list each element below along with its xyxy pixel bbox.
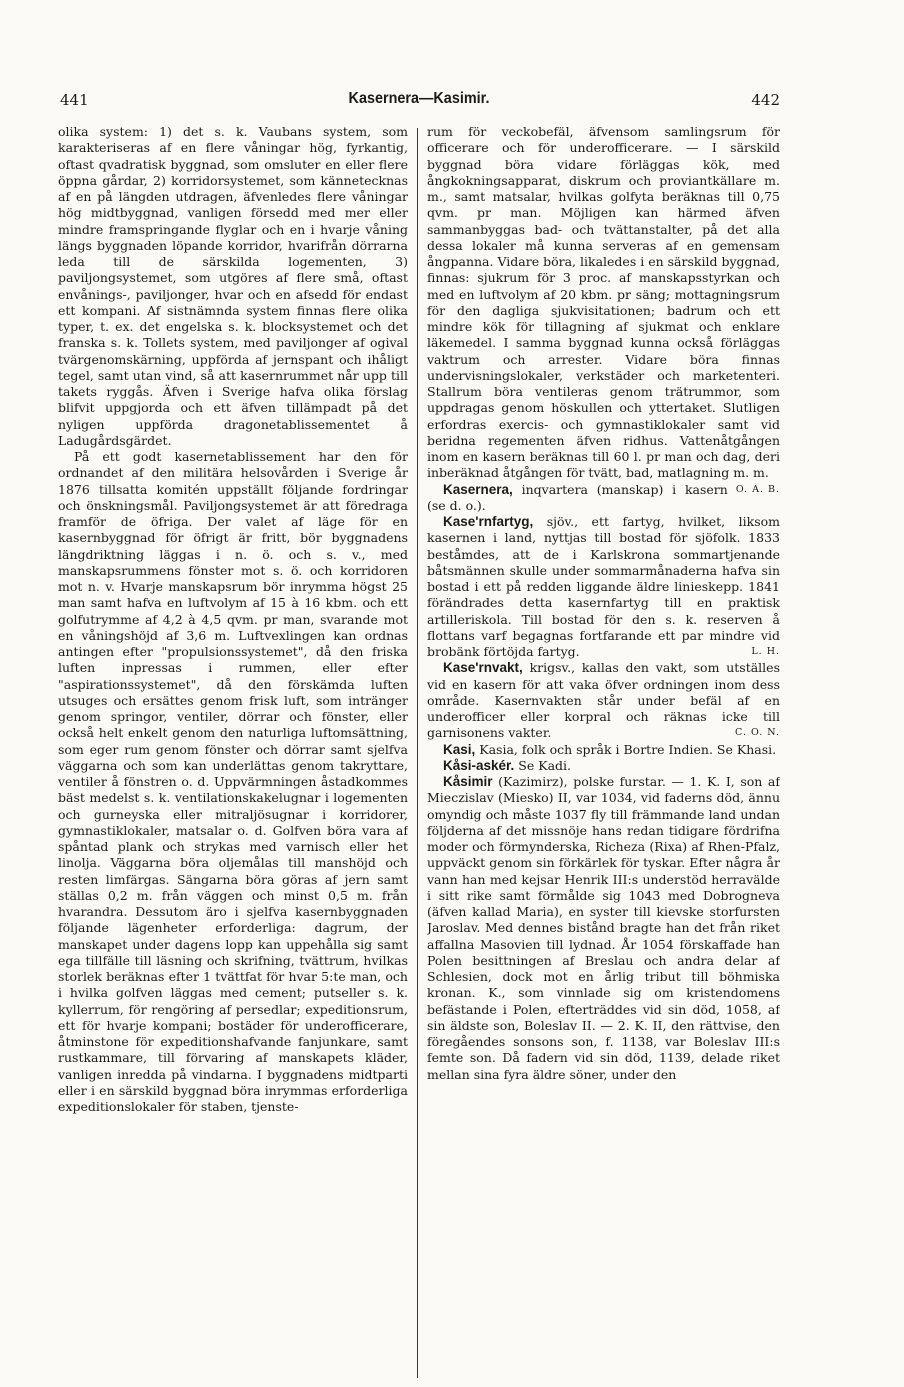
author-signature: L. H.	[751, 646, 780, 657]
entry-text: inqvartera (manskap) i kasern (se d. o.).	[427, 481, 728, 513]
entry-headword: Kase'rnfartyg,	[443, 514, 534, 529]
entry-headword: Kasi,	[443, 741, 476, 757]
column-divider	[417, 128, 418, 1378]
entry-text: (Kazimirz), polske furstar. — 1. K. I, son af Mieczislav (Miesko) II, var 1034, vid faderns död, ännu omyndig och måste 1037 fly till främmande land undan följderna af det missnöje hans redan tidigare fördrifna moder och förmynderska, Richeza (Rixa) af Rhen-Pfalz, uppväckt genom sin förkärlek för tyskar. Efter några år vann han med kejsar Henrik III:s understöd herravälde i sitt rike samt förmålde sig 1043 med Dobrogneva (äfven kallad Maria), en syster till kievske storfursten Jaroslav. Med dennes bistånd bragte han det från riket affallna Masovien till lydnad. År 1054 förskaffade han Polen besittningen af Breslau och andra delar af Schlesien, dock mot en årlig tribut till böhmiska kronan. K., som vinnlade sig om kristendomens befästande i Polen, efterträddes vid sin död, 1058, af sin äldste son, Boleslav II. — 2. K. II, den rättvise, den föregåendes sonsons son, f. 1138, var Boleslav III:s femte son. Då fadern vid sin död, 1139, delade riket mellan sina fyra äldre söner, under den	[427, 774, 780, 1082]
entry-text: Kasia, folk och språk i Bortre Indien. Se Khasi.	[479, 741, 777, 757]
entry-text: Se Kadi.	[518, 757, 571, 773]
entry-kasernvakt	[427, 660, 780, 741]
entry-headword: Kase'rnvakt,	[443, 660, 523, 676]
entry-kasi-asker	[427, 758, 780, 774]
entry-kasi	[427, 742, 780, 758]
left-page-number: 441	[60, 91, 89, 109]
entry-text: sjöv., ett fartyg, hvilket, liksom kasernen i land, nyttjas till bostad för sjöfolk. 1833 beståmdes, att de i Karlskrona sommartjenande båtsmännen skulle under sommarmånaderna hafva sin bostad i ett på redden liggande äldre linieskepp. 1841 förändrades detta kasernfartyg till en praktisk artilleriskola. Till bostad för den s. k. reserven å flottans varf begagnas fortfarande ett par mindre vid brobänk förtöjda fartyg.	[427, 514, 780, 659]
author-signature: C. O. N.	[735, 727, 780, 739]
running-head: Kasernera—Kasimir.	[348, 90, 490, 107]
left-column	[58, 124, 408, 1374]
page-header	[58, 91, 780, 113]
entry-text: krigsv., kallas den vakt, som utställes vid en kasern för att vaka öfver ordningen inom dess område. Kasernvakten står under befäl af en underofficer eller korpral och räknas icke till garnisonens vakter.	[427, 660, 780, 741]
entry-kasernera	[427, 482, 780, 515]
paragraph-barrack-requirements: På ett godt kasernetablissement har den för ordnandet af den militära helsovården i Sverige år 1876 tillsatta komitén uppställt följande fordringar och önskningsmål. Paviljongsystemet är att föredraga framför de öfriga. Der valet af läge för en kasernbyggnad för öfrigt är fritt, bör byggnadens längdriktning läggas i n. ö. och s. v., med manskapsrummens fönster mot s. ö. och korridoren mot n. v. Hvarje manskapsrum bör inrymma högst 25 man samt hafva en luftvolym af 15 à 16 kbm. och ett golfutrymme af 4,2 à 4,5 qvm. pr man, svarande mot en våningshöjd af 3,6 m. Luftvexlingen kan ordnas antingen efter "propulsionssystemet", då den friska luften inpressas i rummen, eller efter "aspirationssystemet", då den förskämda luften utsuges och ersättes genom frisk luft, som intränger genom springor, ventiler, dörrar och fönster, eller också helt enkelt genom den naturliga luftomsättning, som eger rum genom fönster och dörrar samt sjelfva väggarna och som kan underlättas genom takryttare, ventiler å fönstren o. d. Uppvärmningen åstadkommes bäst medelst s. k. ventilationskakelugnar i logementen och gurneyska eller mitraljösugnar i korridorer, gymnastiklokaler, matsalar o. d. Golfven böra vara af spåntad plank och strykas med varnisch eller het linolja. Väggarna böra oljemålas till manshöjd och resten limfärgas. Sängarna böra göras af jern samt ställas 0,2 m. från väggen och minst 0,5 m. från hvarandra. Dessutom äro i sjelfva kasernbyggnaden följande lägenheter erforderliga: dagrum, der manskapet under dagens lopp kan uppehålla sig samt ega tillfälle till läsning och skrifning, tvättrum, hvilkas storlek beräknas efter 1 tvättfat för hvar 5:te man, och i hvilka golfven läggas med cement; putseller s. k. kyllerrum, för rengöring af persedlar; expeditionsrum, ett för hvarje kompani; bostäder för underofficerare, åtminstone för expeditionshafvande fanjunkare, samt rustkammare, till förvaring af manskapets kläder, vanligen inredda på vindarna. I byggnadens midtparti eller i en särskild byggnad böra inrymmas erforderliga expeditionslokaler för staben, tjenste-	[58, 449, 408, 1114]
right-page-number: 442	[751, 91, 780, 109]
paragraph-text: rum för veckobefäl, äfvensom samlingsrum för officerare och för underofficerare. — I särskild byggnad böra vidare förläggas kök, med ångkokningsapparat, diskrum och proviantkällare m. m., samt matsalar, hvilkas golfyta beräknas till 0,75 qvm. pr man. Möjligen kan härmed äfven sammanbyggas bad- och tvättanstalter, på det alla dessa lokaler må kunna serveras af en gemensam ångpanna. Vidare böra, likaledes i en särskild byggnad, finnas: sjukrum för 3 proc. af manskapsstyrkan och med en luftvolym af 20 kbm. pr säng; mottagningsrum för den dagliga sjukvisitationen; badrum och ett mindre kök för tillagning af sjukmat och enklare läkemedel. I samma byggnad kunna också förläggas vaktrum och arrester. Vidare böra finnas undervisningslokaler, verkstäder och marketenteri. Stallrum böra ventileras genom trätrummor, som uppdragas genom höskullen och yttertaket. Slutligen erfordras exercis- och gymnastiklokaler samt vid beridna regementen äfven ridhus. Vattenåtgången inom en kasern beräknas till 60 l. pr man och dag, deri inberäknad åtgången för tvätt, bad, matlagning m. m.	[427, 124, 780, 481]
entry-kasimir	[427, 774, 780, 1083]
right-column	[427, 124, 780, 1374]
entry-headword: Kasernera,	[443, 481, 513, 497]
entry-headword: Kåsi-askér.	[443, 757, 515, 773]
paragraph-barrack-systems: olika system: 1) det s. k. Vaubans system, som karakteriseras af en flere våningar hög, fyrkantig, oftast qvadratisk byggnad, som omsluter en eller flere öppna gårdar, 2) korridorsystemet, som kännetecknas af en på längden utdragen, äfvenledes flere våningar hög midtbyggnad, vanligen försedd med mer eller mindre framspringande flyglar och en i hvarje våning längs byggnaden löpande korridor, hvarifrån dörrarna leda till de särskilda logementen, 3) paviljongsystemet, som utgöres af flere små, oftast envånings-, paviljonger, hvar och en afsedd för endast ett kompani. Af sistnämnda system finnas flere olika typer, t. ex. det engelska s. k. blocksystemet och det franska s. k. Tollets system, med paviljonger af ogival tvärgenomskärning, uppförda af jernspant och ihåligt tegel, samt utan vind, så att kasernrummet når upp till takets ryggås. Äfven i Sverige hafva olika förslag blifvit uppgjorda och ett äfven tillämpadt på det nyligen uppförda dragonetablissementet å Ladugårdsgärdet.	[58, 124, 408, 448]
author-signature: O. A. B.	[735, 483, 780, 495]
entry-headword: Kåsimir	[443, 774, 493, 789]
entry-kasernfartyg	[427, 514, 780, 660]
